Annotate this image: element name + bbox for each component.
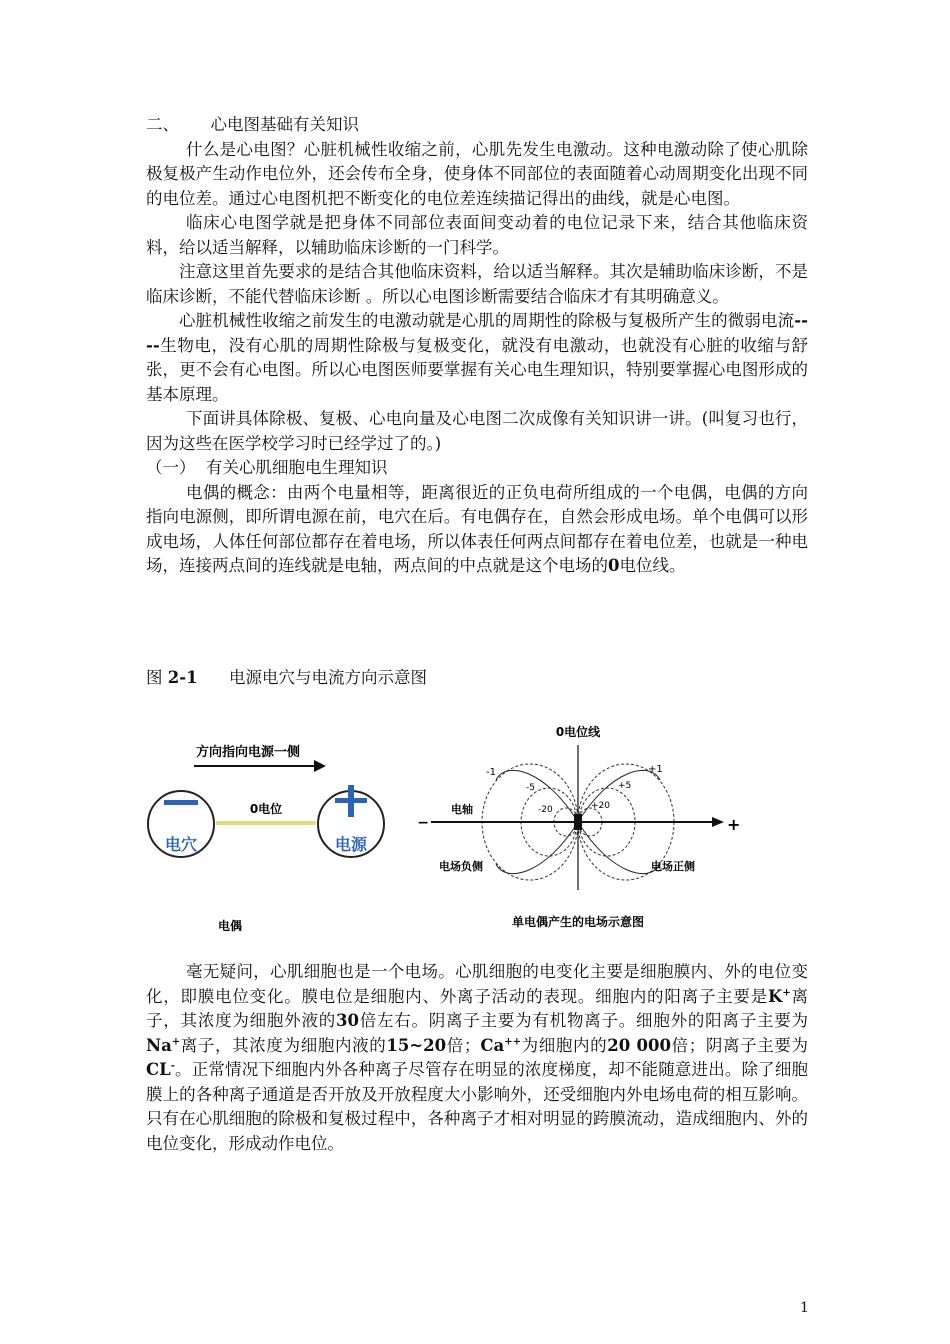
zero-potential-band xyxy=(216,821,316,825)
subsection-heading xyxy=(146,456,808,481)
dipole-center xyxy=(574,814,582,830)
zero-potential-label: 0电位 xyxy=(249,802,283,816)
axis-arrow-head xyxy=(712,817,724,827)
dash-bold: ---- xyxy=(146,311,808,355)
label-neg-20: -20 xyxy=(538,805,553,815)
chloride: CL xyxy=(146,1060,171,1079)
paragraph-what-is-ecg: 什么是心电图？心脏机械性收缩之前，心肌先发生电激动。这种电激动除了使心肌除极复极产生动作电位外，还会传布全身，使身体不同部位的表面随着心动周期变化出现不同的电位差。通过心电图机把不断变化的电位差连续描记得出的曲线，就是心电图。 xyxy=(146,139,808,208)
paragraph-note: 注意这里首先要求的是结合其他临床资料，给以适当解释。其次是辅助临床诊断，不是临床诊断，不能代替临床诊断 。所以心电图诊断需要结合临床才有其明确意义。 xyxy=(146,262,808,306)
zero-line-label: 0电位线 xyxy=(555,725,601,739)
dipole-diagram xyxy=(148,744,384,933)
figure-title: 电源电穴与电流方向示意图 xyxy=(229,668,428,687)
field-diagram xyxy=(417,724,740,929)
section-title: 心电图基础有关知识 xyxy=(210,115,359,134)
positive-side-label: 电场正侧 xyxy=(651,860,695,873)
label-pos-1: +1 xyxy=(648,764,663,775)
direction-label: 方向指向电源一侧 xyxy=(196,745,301,760)
section-heading xyxy=(146,113,808,138)
dipole-figure xyxy=(146,700,746,940)
page-number: 1 xyxy=(800,1300,809,1316)
sink-label: 电穴 xyxy=(164,835,198,854)
direction-arrow-head xyxy=(314,760,326,772)
upper-text-block xyxy=(146,113,808,579)
axis-label: 电轴 xyxy=(451,803,473,816)
paragraph-ions: 毫无疑问，心肌细胞也是一个电场。心肌细胞的电变化主要是细胞膜内、外的电位变化，即膜电位变化。膜电位是细胞内、外离子活动的表现。细胞内的阳离子主要是K+离子，其浓度为细胞外液的30倍左右。阴离子主要为有机物离子。细胞外的阳离子主要为Na+离子，其浓度为细胞内液的15~20倍；Ca++为细胞内的20 000倍；阴离子主要为CL-。正常情况下细胞内外各种离子尽管存在明显的浓度梯度，却不能随意进出。除了细胞膜上的各种离子通道是否开放及开放程度大小影响外，还受细胞内外电场电荷的相互影响。只有在心肌细胞的除极和复极过程中，各种离子才相对明显的跨膜流动，造成细胞内、外的电位变化，形成动作电位。 xyxy=(146,962,809,1153)
axis-minus-end: − xyxy=(417,815,429,831)
paragraph-dipole: 电偶的概念：由两个电量相等，距离很近的正负电荷所组成的一个电偶，电偶的方向指向电源侧，即所谓电源在前，电穴在后。有电偶存在，自然会形成电场。单个电偶可以形成电场，人体任何部位都存在着电场，所以体表任何两点间都存在着电位差，也就是一种电场，连接两点间的连线就是电轴，两点间的中点就是这个电场的0电位线。 xyxy=(146,482,808,575)
calcium: Ca xyxy=(480,1035,505,1055)
negative-side-label: 电场负侧 xyxy=(439,860,483,873)
plus-sign-v xyxy=(348,785,354,817)
field-caption: 单电偶产生的电场示意图 xyxy=(511,915,645,929)
sodium: Na xyxy=(146,1035,172,1055)
paragraph-bioelectric: 心脏机械性收缩之前发生的电激动就是心肌的周期性的除极与复极所产生的微弱电流----生物电，没有心肌的周期性除极与复极变化，就没有电激动，也就没有心脏的收缩与舒张，更不会有心电图。所以心电图医师要掌握有关心电生理知识，特别要掌握心电图形成的基本原理。 xyxy=(146,311,808,404)
minus-sign xyxy=(164,800,198,805)
potassium: K xyxy=(768,986,783,1006)
label-pos-20: +20 xyxy=(591,801,610,811)
figure-number: 2-1 xyxy=(167,668,198,687)
figure-caption: 图 2-1 电源电穴与电流方向示意图 xyxy=(146,668,428,687)
paragraph-overview: 下面讲具体除极、复极、心电向量及心电图二次成像有关知识讲一讲。(叫复习也行，因为这些在医学校学习时已经学过了的。) xyxy=(146,409,808,453)
dipole-caption: 电偶 xyxy=(218,919,243,933)
subsection-title: 有关心肌细胞电生理知识 xyxy=(206,458,388,477)
zero-bold: 0 xyxy=(608,556,620,575)
subsection-number: （一） xyxy=(146,458,196,477)
axis-plus-end: + xyxy=(727,815,741,834)
source-label: 电源 xyxy=(334,835,368,854)
paragraph-clinical-ecg: 临床心电图学就是把身体不同部位表面间变动着的电位记录下来，结合其他临床资料，给以适当解释，以辅助临床诊断的一门科学。 xyxy=(146,213,808,257)
label-neg-5: -5 xyxy=(526,783,535,793)
label-pos-5: +5 xyxy=(618,781,632,791)
label-neg-1: -1 xyxy=(486,767,496,778)
section-number: 二、 xyxy=(146,115,179,134)
lower-text-block xyxy=(146,960,808,1156)
